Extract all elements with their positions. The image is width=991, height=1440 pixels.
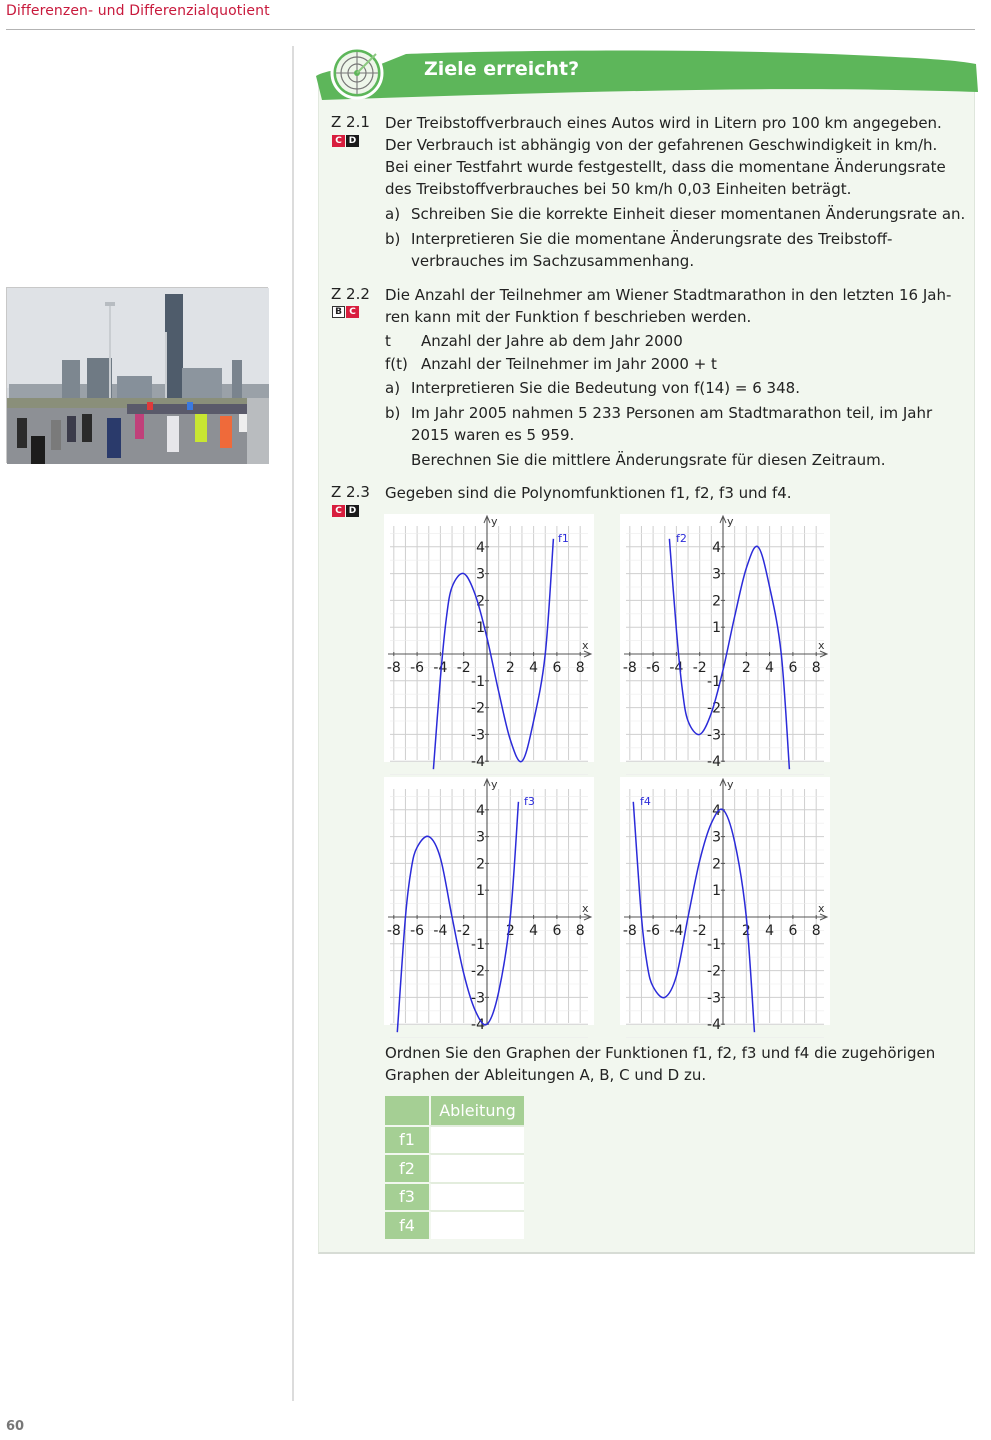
row-label: f3 — [385, 1182, 429, 1211]
y-tick-label: 3 — [712, 829, 721, 846]
grid — [626, 526, 824, 775]
y-tick-label: -3 — [707, 990, 721, 1007]
x-tick-label: -4 — [669, 923, 684, 939]
y-axis-label: y — [727, 515, 734, 528]
y-tick-label: 1 — [476, 883, 485, 900]
table-corner-cell — [385, 1096, 429, 1125]
definition-text: Anzahl der Teilnehmer im Jahr 2000 + t — [421, 355, 717, 373]
table-row — [385, 1182, 524, 1211]
table-row — [385, 1210, 524, 1239]
subtask-text: 2015 waren es 5 959. — [411, 426, 575, 444]
y-tick-label: -1 — [471, 673, 485, 690]
badge: C — [332, 505, 345, 517]
graph-canvas — [620, 514, 830, 771]
marathon-photo — [6, 287, 268, 463]
y-tick-label: 4 — [712, 539, 721, 556]
page-number: 60 — [6, 1419, 25, 1434]
badge: C — [346, 306, 359, 318]
subtask-text: Interpretieren Sie die momentane Änderungsrate des Treibstoff- — [411, 230, 893, 248]
x-tick-label: 4 — [765, 660, 775, 676]
x-tick-label: 2 — [505, 660, 515, 676]
x-tick-label: 2 — [741, 923, 751, 939]
subtask-label: b) — [385, 230, 401, 248]
function-label: f3 — [524, 795, 535, 808]
y-tick-label: 1 — [476, 620, 485, 637]
x-tick-label: -6 — [646, 923, 661, 939]
x-axis-label: x — [818, 639, 825, 652]
y-tick-label: -2 — [707, 963, 721, 980]
badge: D — [346, 135, 359, 147]
y-tick-label: 4 — [712, 802, 721, 819]
graph-canvas — [384, 777, 594, 1034]
subtask-text: Im Jahr 2005 nahmen 5 233 Personen am Stadtmarathon teil, im Jahr — [411, 404, 933, 422]
task-number: Z 2.1 — [331, 113, 370, 131]
table-header-row — [385, 1096, 524, 1125]
competency-badges — [332, 505, 359, 517]
y-tick-label: 3 — [476, 829, 485, 846]
subtask-label: a) — [385, 379, 401, 397]
x-tick-label: 8 — [575, 660, 585, 676]
x-tick-label: -4 — [433, 923, 448, 939]
x-tick-label: 2 — [741, 660, 751, 676]
y-tick-label: -2 — [707, 700, 721, 717]
answer-table — [385, 1096, 524, 1239]
definition-symbol: f(t) — [385, 355, 408, 373]
task-text-line: des Treibstoffverbrauches bei 50 km/h 0,03 Einheiten beträgt. — [385, 180, 852, 198]
y-tick-label: 1 — [712, 883, 721, 900]
x-tick-label: -4 — [669, 660, 684, 676]
y-tick-label: 2 — [712, 856, 721, 873]
y-tick-label: -4 — [707, 1017, 721, 1034]
banner-title: Ziele erreicht? — [424, 58, 580, 80]
function-label: f2 — [676, 532, 687, 545]
x-tick-label: 8 — [811, 660, 821, 676]
y-tick-label: -4 — [471, 754, 485, 771]
x-tick-label: 2 — [505, 923, 515, 939]
badge: C — [332, 135, 345, 147]
x-tick-label: -8 — [622, 660, 637, 676]
grid — [390, 789, 588, 1038]
table-header-ableitung: Ableitung — [429, 1096, 524, 1125]
x-axis-label: x — [582, 639, 589, 652]
x-tick-label: -6 — [410, 660, 425, 676]
grid — [626, 789, 824, 1038]
x-tick-label: -8 — [386, 660, 401, 676]
competency-badges — [332, 306, 359, 318]
task-text-line: Der Verbrauch ist abhängig von der gefahrenen Geschwindigkeit in km/h. — [385, 136, 938, 154]
y-tick-label: 2 — [476, 856, 485, 873]
y-tick-label: 2 — [712, 593, 721, 610]
y-tick-label: -1 — [707, 936, 721, 953]
x-tick-label: 6 — [788, 660, 798, 676]
x-tick-label: 4 — [529, 660, 539, 676]
row-label: f1 — [385, 1125, 429, 1154]
subtask-text: verbrauches im Sachzusammenhang. — [411, 252, 695, 270]
y-tick-label: -2 — [471, 963, 485, 980]
answer-cell-f3[interactable] — [429, 1182, 524, 1211]
function-label: f4 — [640, 795, 651, 808]
definition-text: Anzahl der Jahre ab dem Jahr 2000 — [421, 332, 683, 350]
row-label: f4 — [385, 1210, 429, 1239]
y-tick-label: -3 — [471, 990, 485, 1007]
row-label: f2 — [385, 1153, 429, 1182]
competency-badges — [332, 135, 359, 147]
x-tick-label: -2 — [456, 923, 471, 939]
marathon-photo-illustration — [7, 288, 269, 464]
table-row — [385, 1125, 524, 1154]
badge: D — [346, 505, 359, 517]
y-tick-label: -1 — [471, 936, 485, 953]
subtask-text: Berechnen Sie die mittlere Änderungsrate für diesen Zeitraum. — [411, 451, 886, 469]
x-tick-label: -2 — [692, 923, 707, 939]
answer-cell-f1[interactable] — [429, 1125, 524, 1154]
graph-f2 — [620, 514, 830, 771]
y-tick-label: 2 — [476, 593, 485, 610]
graph-canvas — [620, 777, 830, 1034]
graph-f4 — [620, 777, 830, 1034]
x-tick-label: -2 — [692, 660, 707, 676]
y-tick-label: -4 — [707, 754, 721, 771]
banner-brush — [316, 46, 978, 100]
subtask-label: a) — [385, 205, 401, 223]
subtask-label: b) — [385, 404, 401, 422]
y-tick-label: 4 — [476, 802, 485, 819]
function-label: f1 — [558, 532, 569, 545]
x-tick-label: 6 — [552, 660, 562, 676]
instruction-line: Ordnen Sie den Graphen der Funktionen f1, f2, f3 und f4 die zugehörigen — [385, 1044, 936, 1062]
instruction-line: Graphen der Ableitungen A, B, C und D zu. — [385, 1066, 707, 1084]
task-text-line: Gegeben sind die Polynomfunktionen f1, f2, f3 und f4. — [385, 484, 792, 502]
task-number: Z 2.3 — [331, 483, 370, 501]
task-text-line: ren kann mit der Funktion f beschrieben werden. — [385, 308, 752, 326]
y-tick-label: 1 — [712, 620, 721, 637]
graph-canvas — [384, 514, 594, 771]
y-tick-label: -3 — [707, 727, 721, 744]
y-tick-label: 3 — [712, 566, 721, 583]
column-divider — [292, 46, 294, 1401]
task-text-line: Bei einer Testfahrt wurde festgestellt, dass die momentane Änderungsrate — [385, 158, 946, 176]
task-text-line: Der Treibstoffverbrauch eines Autos wird in Litern pro 100 km angegeben. — [385, 114, 942, 132]
subtask-text: Schreiben Sie die korrekte Einheit dieser momentanen Änderungsrate an. — [411, 205, 966, 223]
definition-symbol: t — [385, 332, 391, 350]
table-row — [385, 1153, 524, 1182]
running-header: Differenzen- und Differenzialquotient — [6, 3, 270, 19]
x-tick-label: 4 — [529, 923, 539, 939]
subtask-text: Interpretieren Sie die Bedeutung von f(14) = 6 348. — [411, 379, 800, 397]
y-axis-label: y — [491, 778, 498, 791]
task-text-line: Die Anzahl der Teilnehmer am Wiener Stadtmarathon in den letzten 16 Jah- — [385, 286, 952, 304]
x-tick-label: -8 — [386, 923, 401, 939]
x-tick-label: 6 — [788, 923, 798, 939]
x-tick-label: -8 — [622, 923, 637, 939]
x-tick-label: 8 — [575, 923, 585, 939]
y-tick-label: 4 — [476, 539, 485, 556]
answer-cell-f4[interactable] — [429, 1210, 524, 1239]
graph-f3 — [384, 777, 594, 1034]
badge: B — [332, 306, 345, 318]
x-tick-label: -4 — [433, 660, 448, 676]
y-tick-label: -3 — [471, 727, 485, 744]
answer-cell-f2[interactable] — [429, 1153, 524, 1182]
y-tick-label: -1 — [707, 673, 721, 690]
x-tick-label: -6 — [646, 660, 661, 676]
y-axis-label: y — [491, 515, 498, 528]
x-tick-label: 4 — [765, 923, 775, 939]
task-number: Z 2.2 — [331, 285, 370, 303]
y-tick-label: 3 — [476, 566, 485, 583]
grid — [390, 526, 588, 775]
x-tick-label: -6 — [410, 923, 425, 939]
x-tick-label: 8 — [811, 923, 821, 939]
x-tick-label: 6 — [552, 923, 562, 939]
y-tick-label: -4 — [471, 1017, 485, 1034]
y-tick-label: -2 — [471, 700, 485, 717]
x-axis-label: x — [818, 902, 825, 915]
y-axis-label: y — [727, 778, 734, 791]
x-tick-label: -2 — [456, 660, 471, 676]
x-axis-label: x — [582, 902, 589, 915]
graph-f1 — [384, 514, 594, 771]
header-rule — [6, 29, 975, 30]
target-icon — [328, 42, 386, 100]
